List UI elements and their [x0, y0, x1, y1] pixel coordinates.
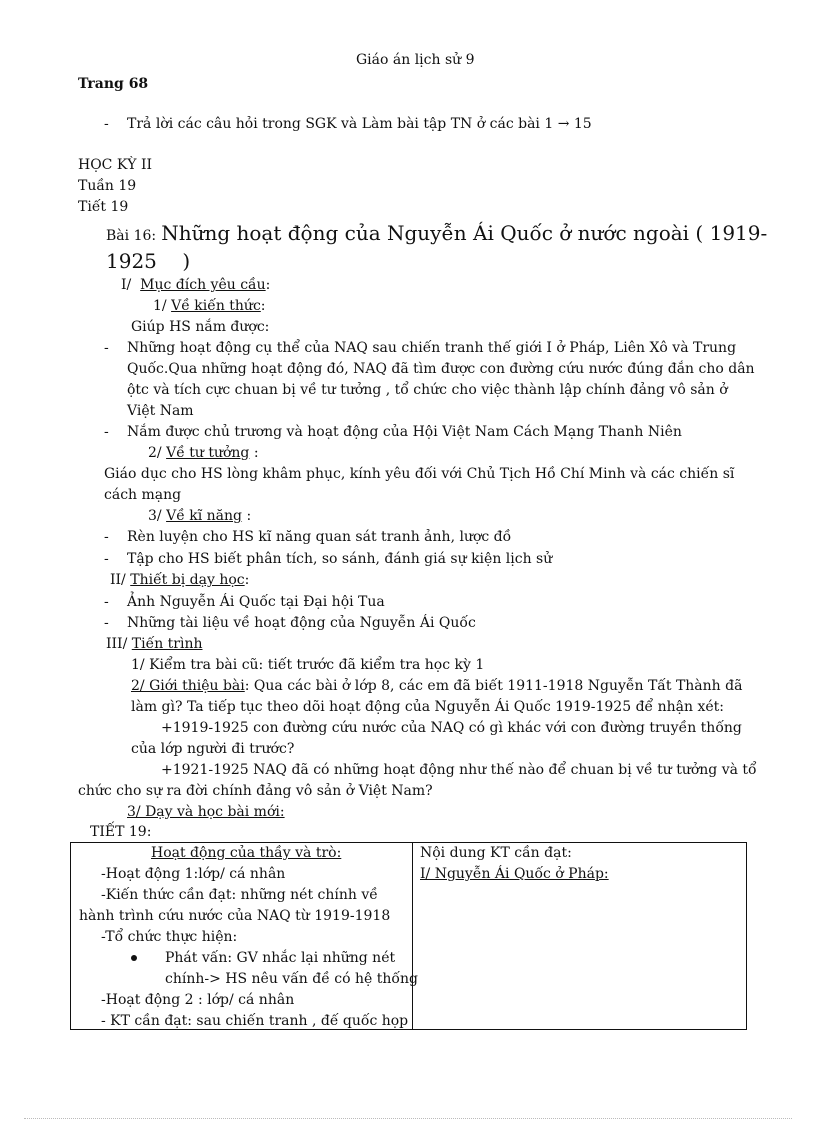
dash-bullet: - — [104, 594, 109, 610]
knowledge-heading: 1/ Về kiến thức: — [153, 298, 266, 314]
period-label: Tiết 19 — [78, 199, 129, 215]
table-left-bullet-line1: Phát vấn: GV nhắc lại những nét — [165, 950, 396, 966]
skills-item1: Rèn luyện cho HS kĩ năng quan sát tranh ảnh, lược đồ — [127, 529, 512, 545]
table-left-line: -Hoạt động 1:lớp/ cá nhân — [101, 866, 286, 882]
dash-bullet: - — [104, 424, 109, 440]
dash-bullet: - — [104, 116, 109, 132]
table-left-cell — [71, 843, 418, 1030]
thought-text-line2: cách mạng — [104, 487, 182, 503]
knowledge-item1-line1: Những hoạt động cụ thể của NAQ sau chiến tranh thế giới I ở Pháp, Liên Xô và Trung — [127, 340, 737, 356]
old-lesson-check: 1/ Kiểm tra bài cũ: tiết trước đã kiểm tra học kỳ 1 — [131, 657, 485, 673]
equipment-item1: Ảnh Nguyễn Ái Quốc tại Đại hội Tua — [127, 594, 385, 610]
skills-heading: 3/ Về kĩ năng : — [148, 508, 252, 524]
thought-heading: 2/ Về tư tưởng : — [148, 445, 259, 461]
table-right-section: I/ Nguyễn Ái Quốc ở Pháp: — [420, 866, 609, 882]
question1-line1: +1919-1925 con đường cứu nước của NAQ có gì khác với con đường truyền thống — [161, 720, 742, 736]
table-left-line: - KT cần đạt: sau chiến tranh , đế quốc họp — [101, 1013, 409, 1029]
dash-bullet: - — [104, 551, 109, 567]
dash-bullet: - — [104, 529, 109, 545]
semester-label: HỌC KỲ II — [78, 157, 153, 173]
lesson-table — [70, 842, 747, 1030]
table-left-line: -Tổ chức thực hiện: — [101, 929, 238, 945]
table-left-line: -Hoạt động 2 : lớp/ cá nhân — [101, 992, 295, 1008]
knowledge-item1-line2: Quốc.Qua những hoạt động đó, NAQ đã tìm được con đường cứu nước đúng đắn cho dân — [127, 361, 755, 377]
introduction-line2: làm gì? Ta tiếp tục theo dõi hoạt động của Nguyễn Ái Quốc 1919-1925 để nhận xét: — [131, 699, 724, 715]
question1-line2: của lớp người đi trước? — [131, 741, 295, 757]
lesson-title — [106, 220, 767, 246]
lesson-prefix: Bài 16: — [106, 228, 157, 244]
question2-line1: +1921-1925 NAQ đã có những hoạt động như thế nào để chuan bị về tư tưởng và tổ — [161, 762, 757, 778]
lesson-title-line1: Những hoạt động của Nguyễn Ái Quốc ở nước ngoài ( 1919- — [161, 221, 768, 245]
knowledge-item1-line3: ộtc và tích cực chuan bị về tư tưởng , tổ chức cho việc thành lập chính đảng vô sản ở — [127, 382, 728, 398]
introduction-line1: 2/ Giới thiệu bài: Qua các bài ở lớp 8, các em đã biết 1911-1918 Nguyễn Tất Thành đã — [131, 678, 743, 694]
knowledge-item2: Nắm được chủ trương và hoạt động của Hội Việt Nam Cách Mạng Thanh Niên — [127, 424, 682, 440]
document-header-title: Giáo án lịch sử 9 — [356, 52, 475, 68]
table-right-cell — [413, 843, 747, 1030]
table-left-line: hành trình cứu nước của NAQ từ 1919-1918 — [79, 908, 391, 924]
knowledge-item1-line4: Việt Nam — [127, 403, 194, 419]
question2-line2: chức cho sự ra đời chính đảng vô sản ở Việt Nam? — [78, 783, 433, 799]
page-bottom-divider — [24, 1118, 792, 1119]
homework-text: Trả lời các câu hỏi trong SGK và Làm bài tập TN ở các bài 1 → 15 — [127, 116, 592, 132]
tiet-label: TIẾT 19: — [90, 824, 152, 840]
lesson-title-line2: 1925 ) — [106, 249, 191, 273]
equipment-item2: Những tài liệu về hoạt động của Nguyễn Ái Quốc — [127, 615, 476, 631]
thought-text-line1: Giáo dục cho HS lòng khâm phục, kính yêu đối với Chủ Tịch Hồ Chí Minh và các chiến sĩ — [104, 466, 735, 482]
section2-heading: II/ Thiết bị dạy học: — [110, 572, 250, 588]
dash-bullet: - — [104, 340, 109, 356]
table-left-header: Hoạt động của thầy và trò: — [151, 845, 342, 861]
skills-item2: Tập cho HS biết phân tích, so sánh, đánh giá sự kiện lịch sử — [127, 551, 553, 567]
table-left-bullet-line2: chính-> HS nêu vấn đề có hệ thống — [165, 971, 418, 987]
section3-heading: III/ Tiến trình — [106, 636, 203, 652]
section1-heading: I/ Mục đích yêu cầu: — [121, 277, 271, 293]
page-label: Trang 68 — [78, 76, 149, 92]
new-lesson-heading: 3/ Dạy và học bài mới: — [127, 804, 285, 820]
week-label: Tuần 19 — [78, 178, 137, 194]
knowledge-intro: Giúp HS nắm được: — [131, 319, 270, 335]
table-left-line: -Kiến thức cần đạt: những nét chính về — [101, 887, 378, 903]
table-right-header: Nội dung KT cần đạt: — [420, 845, 572, 861]
bullet-dot-icon — [131, 955, 137, 961]
dash-bullet: - — [104, 615, 109, 631]
